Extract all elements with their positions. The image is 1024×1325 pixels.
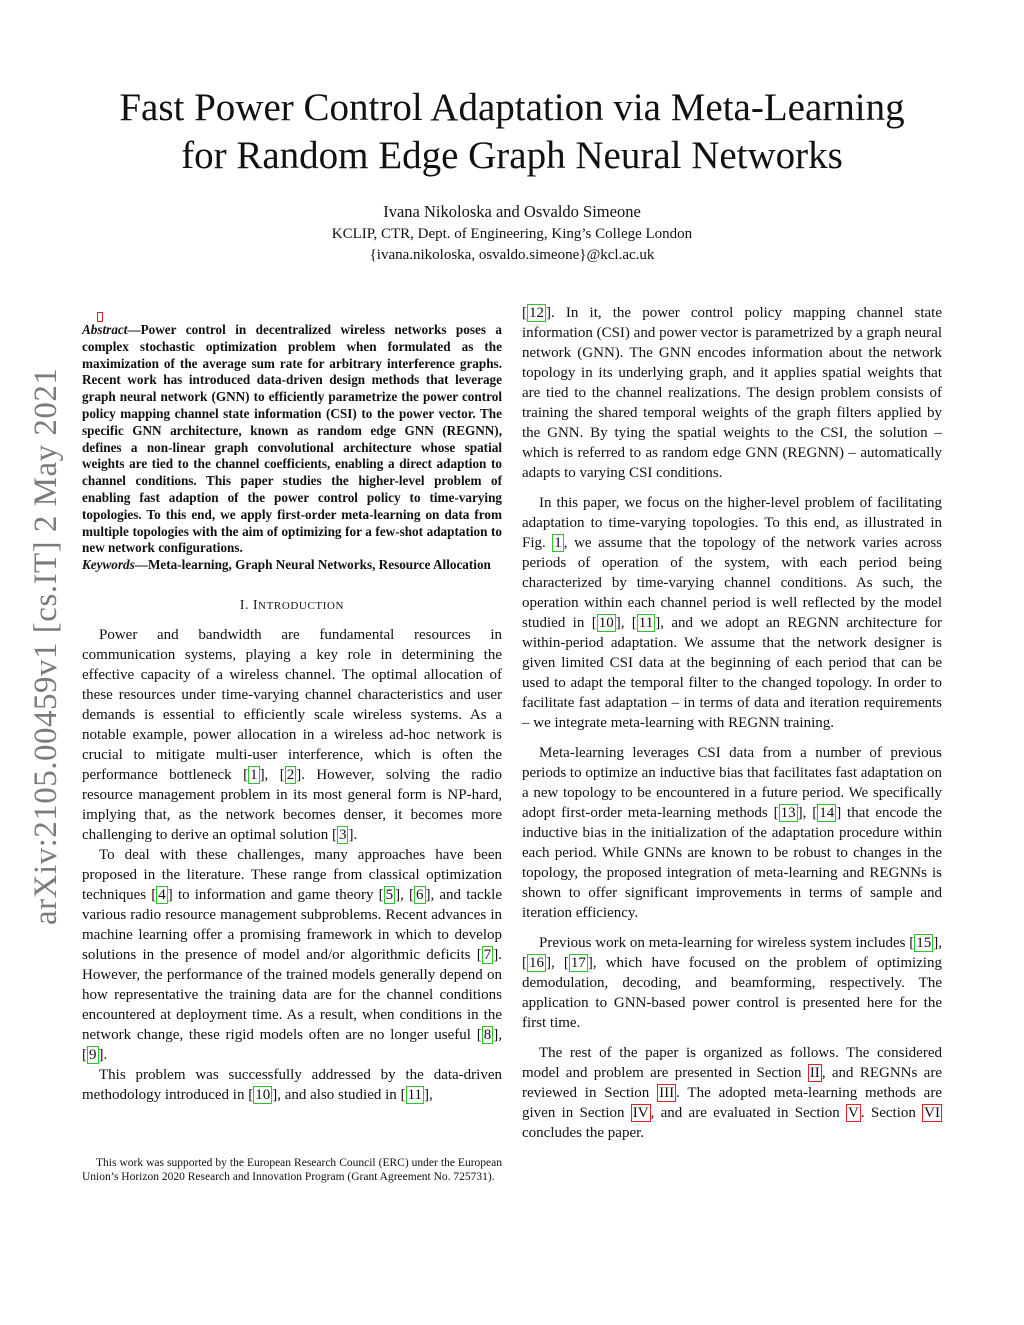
citation-link[interactable]: 9 <box>89 1046 97 1063</box>
keywords-label: Keywords <box>82 557 135 573</box>
abstract-label: Abstract <box>82 322 128 337</box>
citation-link[interactable]: 11 <box>407 1086 423 1103</box>
paper-title <box>40 84 984 180</box>
intro-paragraph-4: In this paper, we focus on the higher-level problem of facilitating adaptation to time-varying topologies. To this end, as illustrated in Fig. 1 , we assume that the topology of the network varies across periods of operation of the system, with each period being characterized by time-varying channel conditions. As such, the operation within each channel period is well reflected by the model studied in [ 10 ], [ 11 ], and we adopt an REGNN architecture for within-period adaptation. We assume that the network designer is given limited CSI data at the beginning of each period that can be used to adapt the temporal filter to the changed topology. In order to facilitate fast adaptation – in terms of data and iteration requirements – we integrate meta-learning with REGNN training. <box>522 495 942 731</box>
title-line-2: for Random Edge Graph Neural Networks <box>181 134 843 177</box>
arxiv-identifier-stamp: arXiv:2105.00459v1 [cs.IT] 2 May 2021 <box>28 367 64 925</box>
intro-paragraph-1: Power and bandwidth are fundamental resources in communication systems, playing a key role in determining the effective capacity of a wireless channel. The optimal allocation of these resources under time-varying channel characteristics and user demands is essential to efficiently scale wireless systems. As a notable example, power allocation in a wireless ad-hoc network is crucial to mitigate multi-user interference, which is often the performance bottleneck [ 1 ], [ 2 ]. However, solving the radio resource management problem in its most general form is NP-hard, implying that, as the network becomes denser, it becomes more challenging to derive an optimal solution [ 3 ]. <box>82 626 502 843</box>
citation-link[interactable]: 10 <box>598 615 614 631</box>
citation-link[interactable]: 4 <box>158 886 166 903</box>
citation-link[interactable]: 2 <box>286 766 295 783</box>
citation-link[interactable]: 15 <box>916 935 932 951</box>
title-line-1: Fast Power Control Adaptation via Meta-Learning <box>119 86 905 129</box>
citation-link[interactable]: 16 <box>529 955 544 971</box>
section-link[interactable]: IV <box>632 1105 649 1121</box>
section-link[interactable]: II <box>809 1065 820 1081</box>
keywords-text: —Meta-learning, Graph Neural Networks, Resource Allocation <box>134 557 491 573</box>
intro-paragraph-7: The rest of the paper is organized as follows. The considered model and problem are presented in Section II , and REGNNs are reviewed in Section III . The adopted meta-learning methods are given in Section IV , and are evaluated in Section V . Section VI concludes the paper. <box>522 1045 942 1141</box>
citation-link[interactable]: 11 <box>638 615 654 631</box>
section-link[interactable]: VI <box>924 1105 940 1121</box>
funding-footnote: This work was supported by the European Research Council (ERC) under the European Union’s Horizon 2020 Research and Innovation Program (Grant Agreement No. 725731). <box>82 1157 502 1183</box>
citation-link[interactable]: 17 <box>570 955 586 971</box>
intro-paragraph-6: Previous work on meta-learning for wireless system includes [ 15 ], [ 16 ], [ 17 ], which have focused on the problem of optimizing demodulation, decoding, and beamforming, respectively. The application to GNN-based power control is presented here for the first time. <box>522 935 942 1031</box>
author-email: {ivana.nikoloska, osvaldo.simeone}@kcl.ac.uk <box>369 247 655 263</box>
abstract-text: —Power control in decentralized wireless networks poses a complex stochastic optimization problem when formulated as the maximization of the average sum rate for arbitrary interference graphs. Recent work has introduced data-driven design methods that leverage graph neural network (GNN) to efficiently parametrize the power control policy mapping channel state information (CSI) to the power vector. The specific GNN architecture, known as random edge GNN (REGNN), defines a non-linear graph convolutional architecture whose spatial weights are tied to the channel coefficients, enabling a direct adaption to channel conditions. This paper studies the higher-level problem of enabling fast adaption of the power control policy to time-varying topologies. To this end, we apply first-order meta-learning on data from multiple topologies with the aim of optimizing for a few-shot adaptation to new network configurations. <box>82 322 502 556</box>
citation-link[interactable]: 10 <box>255 1086 271 1103</box>
left-column <box>82 322 502 1105</box>
citation-link[interactable]: 14 <box>819 805 835 821</box>
citation-link[interactable]: 7 <box>483 946 492 963</box>
affiliation: KCLIP, CTR, Dept. of Engineering, King’s College London <box>331 226 693 242</box>
right-column <box>522 303 942 1153</box>
intro-paragraph-5: Meta-learning leverages CSI data from a number of previous periods to optimize an inductive bias that facilitates fast adaptation on a new topology to be encountered in a future period. We specifically adopt first-order meta-learning methods [ 13 ], [ 14 ] that encode the inductive bias in the initialization of the adaptation procedure within each period. While GNNs are known to be robust to changes in the topology, the proposed integration of meta-learning and REGNNs is shown to offer significant improvements in terms of sample and iteration efficiency. <box>522 745 942 921</box>
citation-link[interactable]: 5 <box>385 886 394 903</box>
section-link[interactable]: III <box>659 1085 675 1101</box>
abstract <box>82 322 502 557</box>
intro-paragraph-2: To deal with these challenges, many approaches have been proposed in the literature. These range from classical optimization techniques [ 4 ] to information and game theory [ 5 ], [ 6 ], and tackle various radio resource management subproblems. Recent advances in machine learning offer a promising framework in which to develop solutions in the presence of model and/or algorithmic deficits [ 7 ]. However, the performance of the trained models generally depend on how representative the training data are for the channel conditions encountered at deployment time. As a result, when conditions in the network change, these rigid models often are no longer useful [ 8 ], [ 9 ]. <box>82 846 503 1063</box>
intro-paragraph-3: This problem was successfully addressed by the data-driven methodology introduced in [ 10 ], and also studied in [ 11 ], <box>82 1066 502 1103</box>
citation-link[interactable]: 1 <box>250 766 258 783</box>
citation-link[interactable]: 12 <box>529 305 544 321</box>
citation-link[interactable]: 13 <box>780 805 796 821</box>
section-link[interactable]: V <box>848 1105 859 1121</box>
citation-link[interactable]: 6 <box>416 886 424 903</box>
keywords <box>82 557 502 574</box>
section-heading-introduction: I. INTRODUCTION <box>239 596 345 612</box>
intro-paragraph-3-continued: [ 12 ]. In it, the power control policy mapping channel state information (CSI) and power vector is parametrized by a graph neural network (GNN). The GNN encodes information about the network topology in its underlying graph, and it applies spatial weights that are tied to the channel realizations. The design problem consists of training the shared temporal weights of the graph filters applied by the GNN. By tying the spatial weights to the CSI, the solution – which is referred to as random edge GNN (REGNN) – automatically adapts to varying CSI conditions. <box>522 305 942 481</box>
author-names: Ivana Nikoloska and Osvaldo Simeone <box>383 202 641 221</box>
figure-link[interactable]: 1 <box>554 535 562 551</box>
citation-link[interactable]: 8 <box>483 1026 492 1043</box>
citation-link[interactable]: 3 <box>338 826 347 843</box>
annotation-marker <box>97 312 103 322</box>
